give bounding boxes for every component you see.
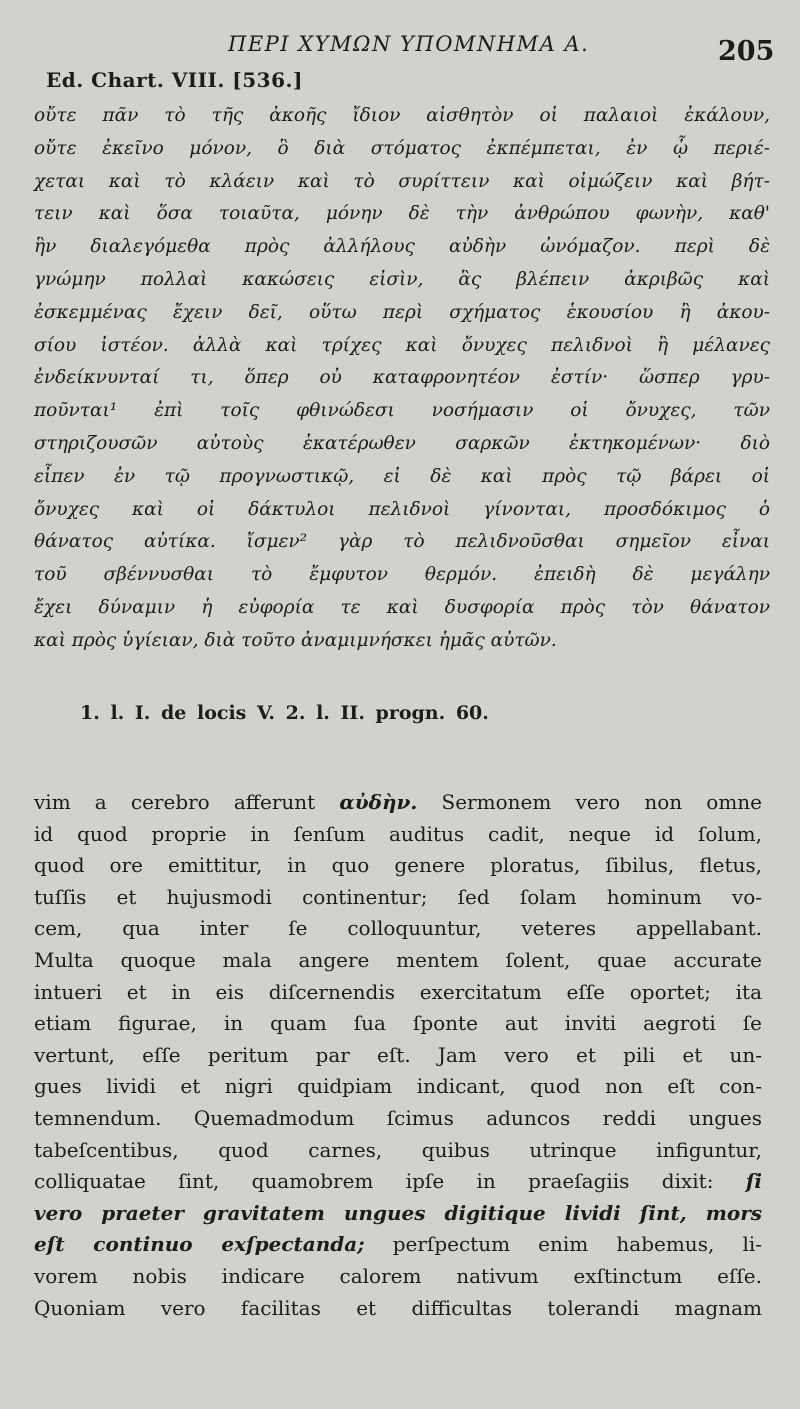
greek-line: στηριζουσῶν αὐτοὺς ἑκατέρωθεν σαρκῶν ἐκτηκομένων· διὸ: [34, 432, 770, 454]
greek-line: σίου ἰστέον. ἀλλὰ καὶ τρίχες καὶ ὄνυχες πελιδνοὶ ἢ μέλανες: [34, 334, 770, 356]
latin-line: Quoniam vero facilitas et difficultas tolerandi magnam: [34, 1295, 762, 1320]
footnotes: 1. l. I. de locis V. 2. l. II. progn. 60.: [80, 702, 489, 724]
greek-line: ἐσκεμμένας ἔχειν δεῖ, οὕτω περὶ σχήματος ἑκουσίου ἢ ἀκου-: [34, 301, 770, 323]
greek-line: χεται καὶ τὸ κλάειν καὶ τὸ συρίττειν καὶ οἰμώζειν καὶ βήτ-: [34, 170, 770, 192]
greek-line: εἶπεν ἐν τῷ προγνωστικῷ, εἰ δὲ καὶ πρὸς τῷ βάρει οἱ: [34, 465, 770, 487]
latin-text: vim a cerebro afferunt: [34, 790, 316, 814]
greek-line: τειν καὶ ὅσα τοιαῦτα, μόνην δὲ τὴν ἀνθρώπου φωνὴν, καθ': [34, 203, 770, 225]
latin-text: perſpectum enim habemus, li-: [392, 1232, 762, 1257]
latin-line: tuſſis et hujusmodi continentur; ſed ſolam hominum vo-: [34, 884, 762, 909]
greek-line: θάνατος αὐτίκα. ἴσμεν² γὰρ τὸ πελιδνοῦσθαι σημεῖον εἶναι: [34, 531, 770, 553]
latin-text: Sermonem vero non omne: [441, 790, 763, 814]
edition-reference: Ed. Chart. VIII. [536.]: [46, 68, 303, 92]
page-number: 205: [718, 36, 775, 67]
quotation-italic: eſt continuo exſpectanda;: [34, 1232, 365, 1257]
greek-line: ἐνδείκνυνταί τι, ὅπερ οὐ καταφρονητέον ἐστίν· ὥσπερ γρυ-: [34, 367, 770, 389]
greek-line: οὔτε πᾶν τὸ τῆς ἀκοῆς ἴδιον αἰσθητὸν οἱ παλαιοὶ ἐκάλουν,: [34, 105, 770, 126]
latin-line: quod ore emittitur, in quo genere ploratus, ſibilus, fletus,: [34, 853, 762, 878]
latin-line: tabeſcentibus, quod carnes, quibus utrinque infiguntur,: [34, 1137, 762, 1162]
greek-line: γνώμην πολλαὶ κακώσεις εἰσὶν, ἃς βλέπειν ἀκριβῶς καὶ: [34, 268, 770, 290]
latin-line: temnendum. Quemadmodum ſcimus aduncos reddi ungues: [34, 1105, 762, 1130]
page-header: [0, 28, 800, 68]
greek-text-block: [34, 100, 770, 658]
latin-line: cem, qua inter ſe colloquuntur, veteres appellabant.: [34, 916, 762, 941]
running-title: ΠΕΡΙ ΧΥΜΩΝ ΥΠΟΜΝΗΜΑ Α.: [228, 32, 590, 56]
greek-line: ποῦνται¹ ἐπὶ τοῖς φθινώδεσι νοσήμασιν οἱ ὄνυχες, τῶν: [34, 400, 770, 422]
latin-text-block: [34, 787, 762, 1324]
latin-line: [34, 787, 762, 819]
greek-line: ἣν διαλεγόμεθα πρὸς ἀλλήλους αὐδὴν ὠνόμαζον. περὶ δὲ: [34, 236, 770, 258]
greek-line: οὔτε ἐκεῖνο μόνον, ὃ διὰ στόματος ἐκπέμπεται, ἐν ᾧ περιέ-: [34, 137, 770, 159]
latin-line: etiam figurae, in quam ſua ſponte aut inviti aegroti ſe: [34, 1011, 762, 1036]
greek-line: τοῦ σβέννυσθαι τὸ ἔμφυτον θερμόν. ἐπειδὴ δὲ μεγάλην: [34, 564, 770, 586]
latin-line: [34, 1166, 762, 1198]
latin-line: vorem nobis indicare calorem nativum exſtinctum eſſe.: [34, 1263, 762, 1288]
latin-text: colliquatae ſint, quamobrem ipſe in praeſagiis dixit:: [34, 1169, 714, 1194]
greek-line: ἔχει δύναμιν ἡ εὐφορία τε καὶ δυσφορία πρὸς τὸν θάνατον: [34, 596, 770, 618]
latin-line: gues lividi et nigri quidpiam indicant, quod non eſt con-: [34, 1074, 762, 1099]
greek-line: καὶ πρὸς ὑγίειαν, διὰ τοῦτο ἀναμιμνήσκει ἡμᾶς αὐτῶν.: [34, 629, 557, 651]
quotation-italic: ſi: [745, 1169, 763, 1194]
greek-line: ὄνυχες καὶ οἱ δάκτυλοι πελιδνοὶ γίνονται, προσδόκιμος ὁ: [34, 498, 770, 520]
latin-line: id quod proprie in ſenſum auditus cadit, neque id ſolum,: [34, 821, 762, 846]
greek-word: αὐδὴν.: [339, 790, 418, 814]
latin-line: [34, 1229, 762, 1261]
latin-line: intueri et in eis diſcernendis exercitatum eſſe oportet; ita: [34, 979, 762, 1004]
latin-line: Multa quoque mala angere mentem ſolent, quae accurate: [34, 947, 762, 972]
latin-line-quotation: vero praeter gravitatem ungues digitique lividi ſint, mors: [34, 1200, 762, 1225]
latin-line: vertunt, eſſe peritum par eſt. Jam vero et pili et un-: [34, 1042, 762, 1067]
